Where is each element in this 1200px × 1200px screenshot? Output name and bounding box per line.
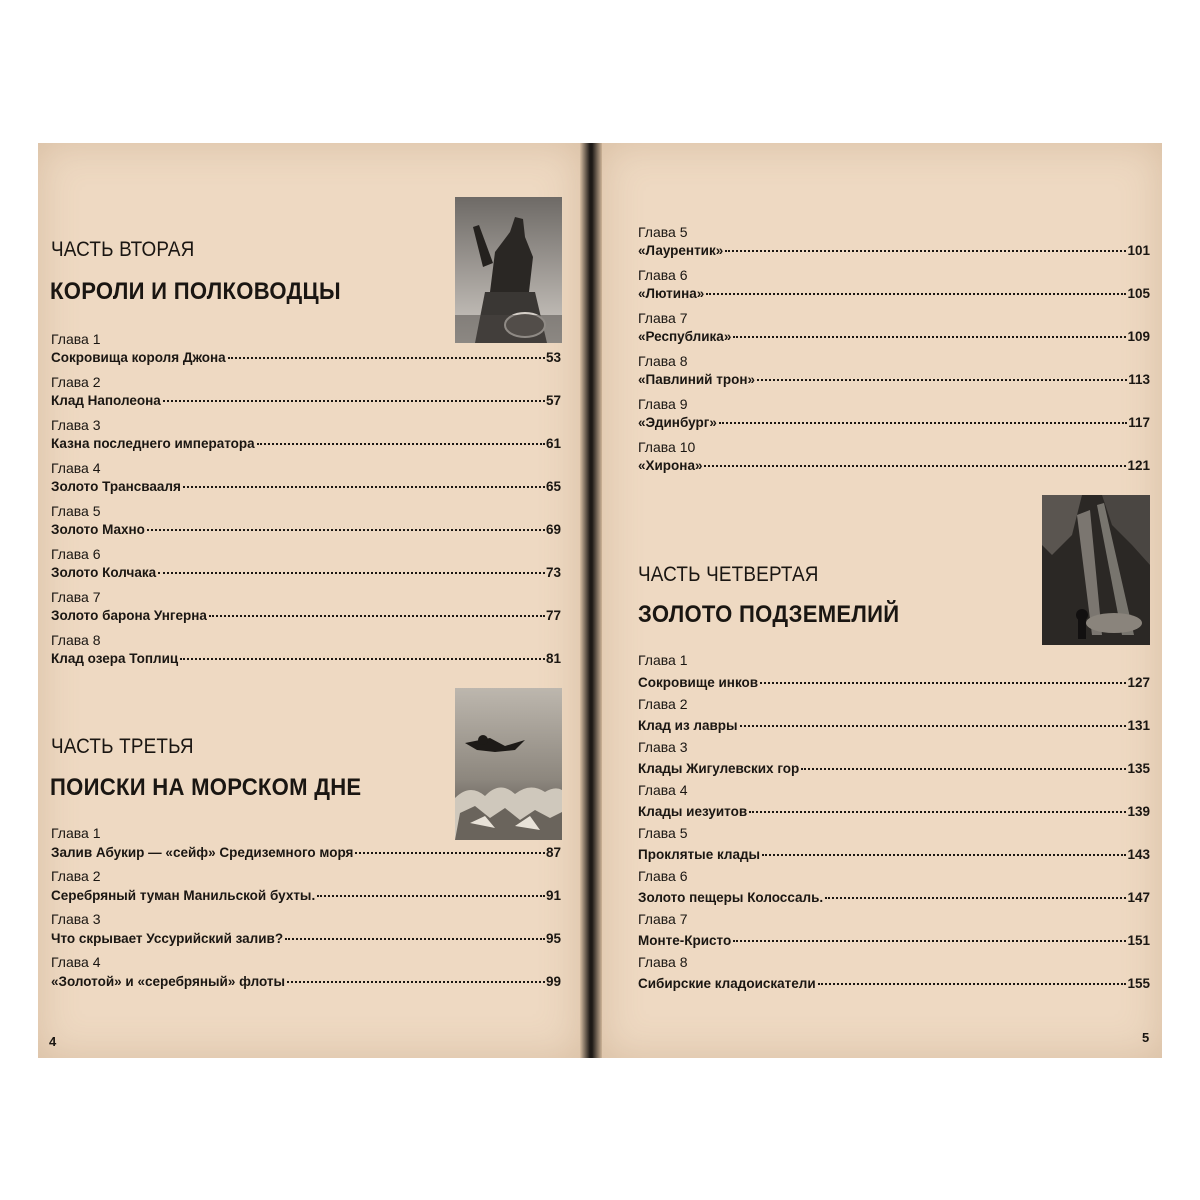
toc-entry[interactable]: «Хирона» 121: [638, 458, 1150, 473]
toc-entry[interactable]: Залив Абукир — «сейф» Средиземного моря 87: [51, 845, 561, 860]
part-label: ЧАСТЬ ТРЕТЬЯ: [51, 735, 194, 758]
chapter-label: Глава 2: [51, 374, 101, 390]
toc-entry[interactable]: Серебряный туман Манильской бухты. 91: [51, 888, 561, 903]
cave-photo: [1042, 495, 1150, 645]
chapter-label: Глава 3: [51, 911, 101, 927]
toc-entry[interactable]: «Лютина» 105: [638, 286, 1150, 301]
chapter-label: Глава 6: [638, 868, 688, 884]
toc-entry[interactable]: Сокровища короля Джона 53: [51, 350, 561, 365]
chapter-label: Глава 2: [51, 868, 101, 884]
toc-entry[interactable]: «Эдинбург» 117: [638, 415, 1150, 430]
toc-entry[interactable]: Сокровище инков 127: [638, 675, 1150, 690]
diver-photo: [455, 688, 562, 840]
chapter-label: Глава 8: [51, 632, 101, 648]
chapter-label: Глава 8: [638, 954, 688, 970]
page-number: 5: [1142, 1030, 1150, 1045]
right-page: [602, 143, 1162, 1058]
chapter-label: Глава 2: [638, 696, 688, 712]
toc-entry[interactable]: Клад Наполеона 57: [51, 393, 561, 408]
chapter-label: Глава 1: [638, 652, 688, 668]
toc-entry[interactable]: Что скрывает Уссурийский залив? 95: [51, 931, 561, 946]
chapter-label: Глава 7: [638, 911, 688, 927]
monument-photo: [455, 197, 562, 343]
part-label: ЧАСТЬ ВТОРАЯ: [51, 238, 195, 261]
toc-entry[interactable]: «Лаурентик» 101: [638, 243, 1150, 258]
chapter-label: Глава 4: [638, 782, 688, 798]
toc-entry[interactable]: «Павлиний трон» 113: [638, 372, 1150, 387]
chapter-label: Глава 7: [51, 589, 101, 605]
chapter-label: Глава 9: [638, 396, 688, 412]
chapter-label: Глава 6: [51, 546, 101, 562]
toc-entry[interactable]: Золото пещеры Колоссаль. 147: [638, 890, 1150, 905]
toc-entry[interactable]: Проклятые клады 143: [638, 847, 1150, 862]
page-number: 4: [49, 1034, 57, 1049]
chapter-label: Глава 5: [638, 825, 688, 841]
toc-entry[interactable]: Золото барона Унгерна 77: [51, 608, 561, 623]
toc-entry[interactable]: Клады иезуитов 139: [638, 804, 1150, 819]
toc-entry[interactable]: Казна последнего императора 61: [51, 436, 561, 451]
chapter-label: Глава 7: [638, 310, 688, 326]
toc-entry[interactable]: Золото Махно 69: [51, 522, 561, 537]
toc-entry[interactable]: «Республика» 109: [638, 329, 1150, 344]
toc-entry[interactable]: Сибирские кладоискатели 155: [638, 976, 1150, 991]
toc-entry[interactable]: Золото Колчака 73: [51, 565, 561, 580]
toc-entry[interactable]: Золото Трансвааля 65: [51, 479, 561, 494]
toc-entry[interactable]: Клад озера Топлиц 81: [51, 651, 561, 666]
chapter-label: Глава 4: [51, 460, 101, 476]
left-page: [38, 143, 580, 1058]
chapter-label: Глава 8: [638, 353, 688, 369]
toc-entry[interactable]: Клад из лавры 131: [638, 718, 1150, 733]
chapter-label: Глава 1: [51, 331, 101, 347]
chapter-label: Глава 5: [51, 503, 101, 519]
chapter-label: Глава 10: [638, 439, 696, 455]
toc-entry[interactable]: «Золотой» и «серебряный» флоты 99: [51, 974, 561, 989]
part-label: ЧАСТЬ ЧЕТВЕРТАЯ: [638, 563, 819, 586]
chapter-label: Глава 3: [638, 739, 688, 755]
chapter-label: Глава 6: [638, 267, 688, 283]
chapter-label: Глава 5: [638, 224, 688, 240]
chapter-label: Глава 4: [51, 954, 101, 970]
chapter-label: Глава 1: [51, 825, 101, 841]
part-title: ПОИСКИ НА МОРСКОМ ДНЕ: [50, 774, 362, 801]
part-title: КОРОЛИ И ПОЛКОВОДЦЫ: [50, 278, 341, 305]
book-spine: [580, 143, 602, 1058]
part-title: ЗОЛОТО ПОДЗЕМЕЛИЙ: [638, 601, 900, 628]
chapter-label: Глава 3: [51, 417, 101, 433]
toc-entry[interactable]: Клады Жигулевских гор 135: [638, 761, 1150, 776]
toc-entry[interactable]: Монте-Кристо 151: [638, 933, 1150, 948]
